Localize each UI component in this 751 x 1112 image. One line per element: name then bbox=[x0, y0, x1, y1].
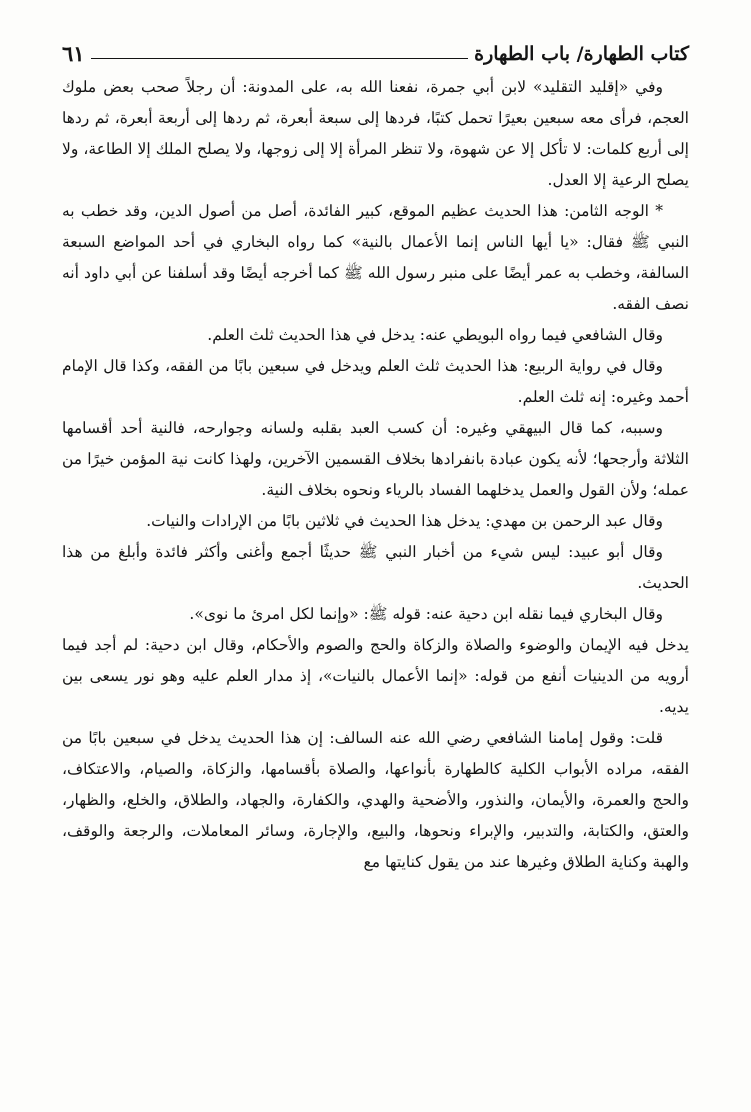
paragraph-bayhaqi-reason: وسببه، كما قال البيهقي وغيره: أن كسب العبد بقلبه ولسانه وجوارحه، فالنية أحد أقسامها الثلاثة وأرجحها؛ لأنه يكون عبادة بانفرادها بخلاف القسمين الآخرين، ولهذا كانت نية المؤمن خيرًا من عمله؛ ولأن القول والعمل يدخلهما الفساد بالرياء ونحوه بخلاف النية. bbox=[62, 419, 689, 499]
paragraph-ibn-mahdi: وقال عبد الرحمن بن مهدي: يدخل هذا الحديث في ثلاثين بابًا من الإرادات والنيات. bbox=[146, 512, 663, 530]
running-title: كتاب الطهارة/ باب الطهارة bbox=[474, 43, 689, 65]
paragraph-rabi-narration: وقال في رواية الربيع: هذا الحديث ثلث العلم ويدخل في سبعين بابًا من الفقه، وكذا قال الإمام أحمد وغيره: إنه ثلث العلم. bbox=[62, 357, 689, 406]
paragraph-includes-iman: يدخل فيه الإيمان والوضوء والصلاة والزكاة والحج والصوم والأحكام، وقال ابن دحية: لم أجد فيما أرويه من الدينيات أنفع من قوله: «إنما الأعمال بالنيات»، إذ مدار العلم عليه وهو نور يسعى بين يديه. bbox=[62, 636, 689, 716]
paragraph-bukhari-ibn-dihya: وقال البخاري فيما نقله ابن دحية عنه: قوله ﷺ: «وإنما لكل امرئ ما نوى». bbox=[189, 605, 663, 623]
paragraph-abu-ubayd: وقال أبو عبيد: ليس شيء من أخبار النبي ﷺ حديثًا أجمع وأغنى وأكثر فائدة وأبلغ من هذا الحديث. bbox=[62, 543, 689, 592]
page-number: ٦١ bbox=[62, 41, 85, 66]
paragraph-eighth-aspect: * الوجه الثامن: هذا الحديث عظيم الموقع، كبير الفائدة، أصل من أصول الدين، وقد خطب به النبي ﷺ فقال: «يا أيها الناس إنما الأعمال بالنية» كما رواه البخاري في أحد المواضع السبعة السالفة، وخطب به عمر أيضًا على منبر رسول الله ﷺ كما أخرجه أيضًا وقد أسلفنا عن أبي داود أنه نصف الفقه. bbox=[62, 202, 689, 313]
paragraph-iqlid: وفي «إقليد التقليد» لابن أبي جمرة، نفعنا الله به، على المدونة: أن رجلاً صحب بعض ملوك العجم، فرأى معه سبعين بعيرًا تحمل كتبًا، فردها إلى سبعة أبعرة، ثم ردها إلى أربعة أبعرة، ثم ردها إلى أربع كلمات: لا تأكل إلا عن شهوة، ولا تنظر المرأة إلا إلى زوجها، ولا يصلح الملك إلا الطاعة، ولا يصلح الرعية إلا العدل. bbox=[62, 78, 689, 189]
body-text bbox=[62, 72, 689, 878]
header-rule bbox=[91, 58, 469, 59]
page-header bbox=[62, 30, 689, 64]
paragraph-qultu: قلت: وقول إمامنا الشافعي رضي الله عنه السالف: إن هذا الحديث يدخل في سبعين بابًا من الفقه، مراده الأبواب الكلية كالطهارة بأنواعها، والصلاة بأقسامها، والزكاة، والصيام، والاعتكاف، والحج والعمرة، والأيمان، والنذور، والأضحية والهدي، والكفارة، والجهاد، والطلاق، والخلع، والظهار، والعتق، والكتابة، والتدبير، والإبراء ونحوها، والبيع، والإجارة، وسائر المعاملات، والرجعة والوقف، والهبة وكناية الطلاق وغيرها عند من يقول كنايتها مع bbox=[62, 729, 689, 871]
paragraph-shafii-buwayti: وقال الشافعي فيما رواه البويطي عنه: يدخل في هذا الحديث ثلث العلم. bbox=[207, 326, 663, 344]
